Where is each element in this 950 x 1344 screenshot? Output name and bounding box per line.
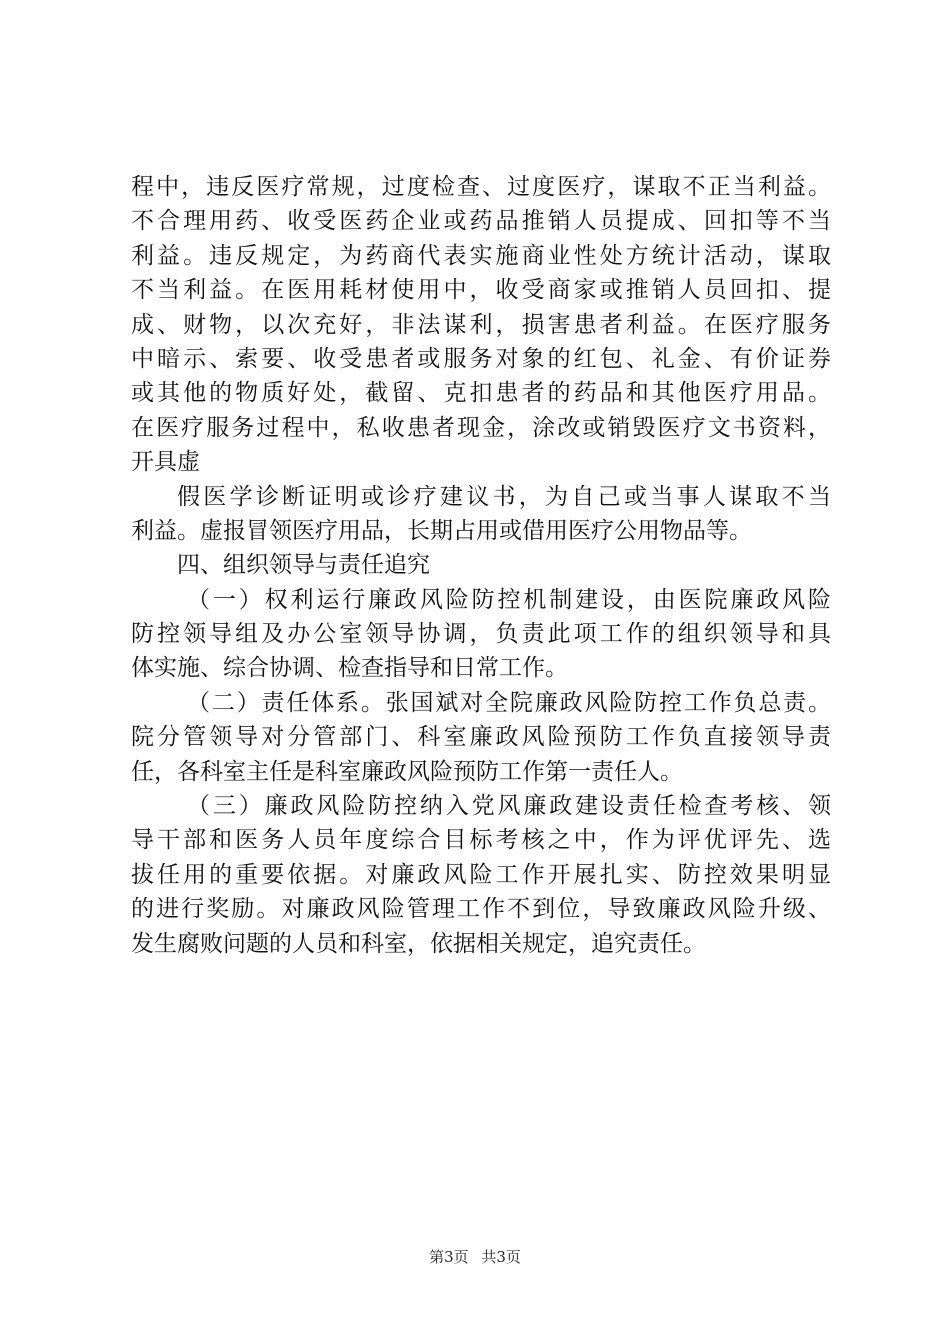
- section-heading-4: [131, 548, 831, 582]
- text-line: 院分管领导对分管部门、科室廉政风险预防工作负直接领导责: [131, 724, 831, 751]
- paragraph-2: [131, 480, 831, 549]
- text-line: 防控领导组及办公室领导协调，负责此项工作的组织领导和具: [131, 621, 831, 648]
- paragraph-4: [131, 686, 831, 789]
- page-total: 共3页: [481, 1248, 521, 1266]
- text-line: 假医学诊断证明或诊疗建议书，为自己或当事人谋取不当: [177, 483, 831, 510]
- text-line: 体实施、综合协调、检查指导和日常工作。: [131, 655, 568, 682]
- text-line: 程中，违反医疗常规，过度检查、过度医疗，谋取不正当利益。: [131, 174, 831, 200]
- text-line: 任，各科室主任是科室廉政风险预防工作第一责任人。: [131, 758, 683, 785]
- text-line: 导干部和医务人员年度综合目标考核之中，作为评优评先、选: [131, 827, 831, 854]
- document-body: [131, 170, 831, 961]
- paragraph-1: [131, 170, 831, 480]
- paragraph-5: [131, 789, 831, 961]
- text-line: 开具虚: [131, 449, 200, 476]
- text-line: （一）权利运行廉政风险防控机制建设，由医院廉政风险: [187, 586, 831, 613]
- text-line: 在医疗服务过程中，私收患者现金，涂改或销毁医疗文书资料，: [131, 414, 831, 441]
- section-heading: 四、组织领导与责任追究: [177, 552, 430, 579]
- text-line: （二）责任体系。张国斌对全院廉政风险防控工作负总责。: [187, 689, 831, 716]
- page-footer: [0, 1246, 950, 1267]
- paragraph-3: [131, 583, 831, 686]
- text-line: 拔任用的重要依据。对廉政风险工作开展扎实、防控效果明显: [131, 861, 831, 888]
- text-line: 或其他的物质好处，截留、克扣患者的药品和其他医疗用品。: [131, 380, 831, 407]
- text-line: 不合理用药、收受医药企业或药品推销人员提成、回扣等不当: [131, 208, 831, 235]
- text-line: 利益。虚报冒领医疗用品，长期占用或借用医疗公用物品等。: [131, 517, 752, 544]
- text-line: 成、财物，以次充好，非法谋利，损害患者利益。在医疗服务: [131, 311, 831, 338]
- text-line: 中暗示、索要、收受患者或服务对象的红包、礼金、有价证券: [131, 345, 831, 372]
- page-number: 第3页: [429, 1248, 469, 1266]
- text-line: 的进行奖励。对廉政风险管理工作不到位，导致廉政风险升级、: [131, 896, 831, 923]
- text-line: 不当利益。在医用耗材使用中，收受商家或推销人员回扣、提: [131, 277, 831, 304]
- text-line: 发生腐败问题的人员和科室，依据相关规定，追究责任。: [131, 930, 706, 957]
- text-line: 利益。违反规定，为药商代表实施商业性处方统计活动，谋取: [131, 242, 831, 269]
- text-line: （三）廉政风险防控纳入党风廉政建设责任检查考核、领: [187, 793, 831, 820]
